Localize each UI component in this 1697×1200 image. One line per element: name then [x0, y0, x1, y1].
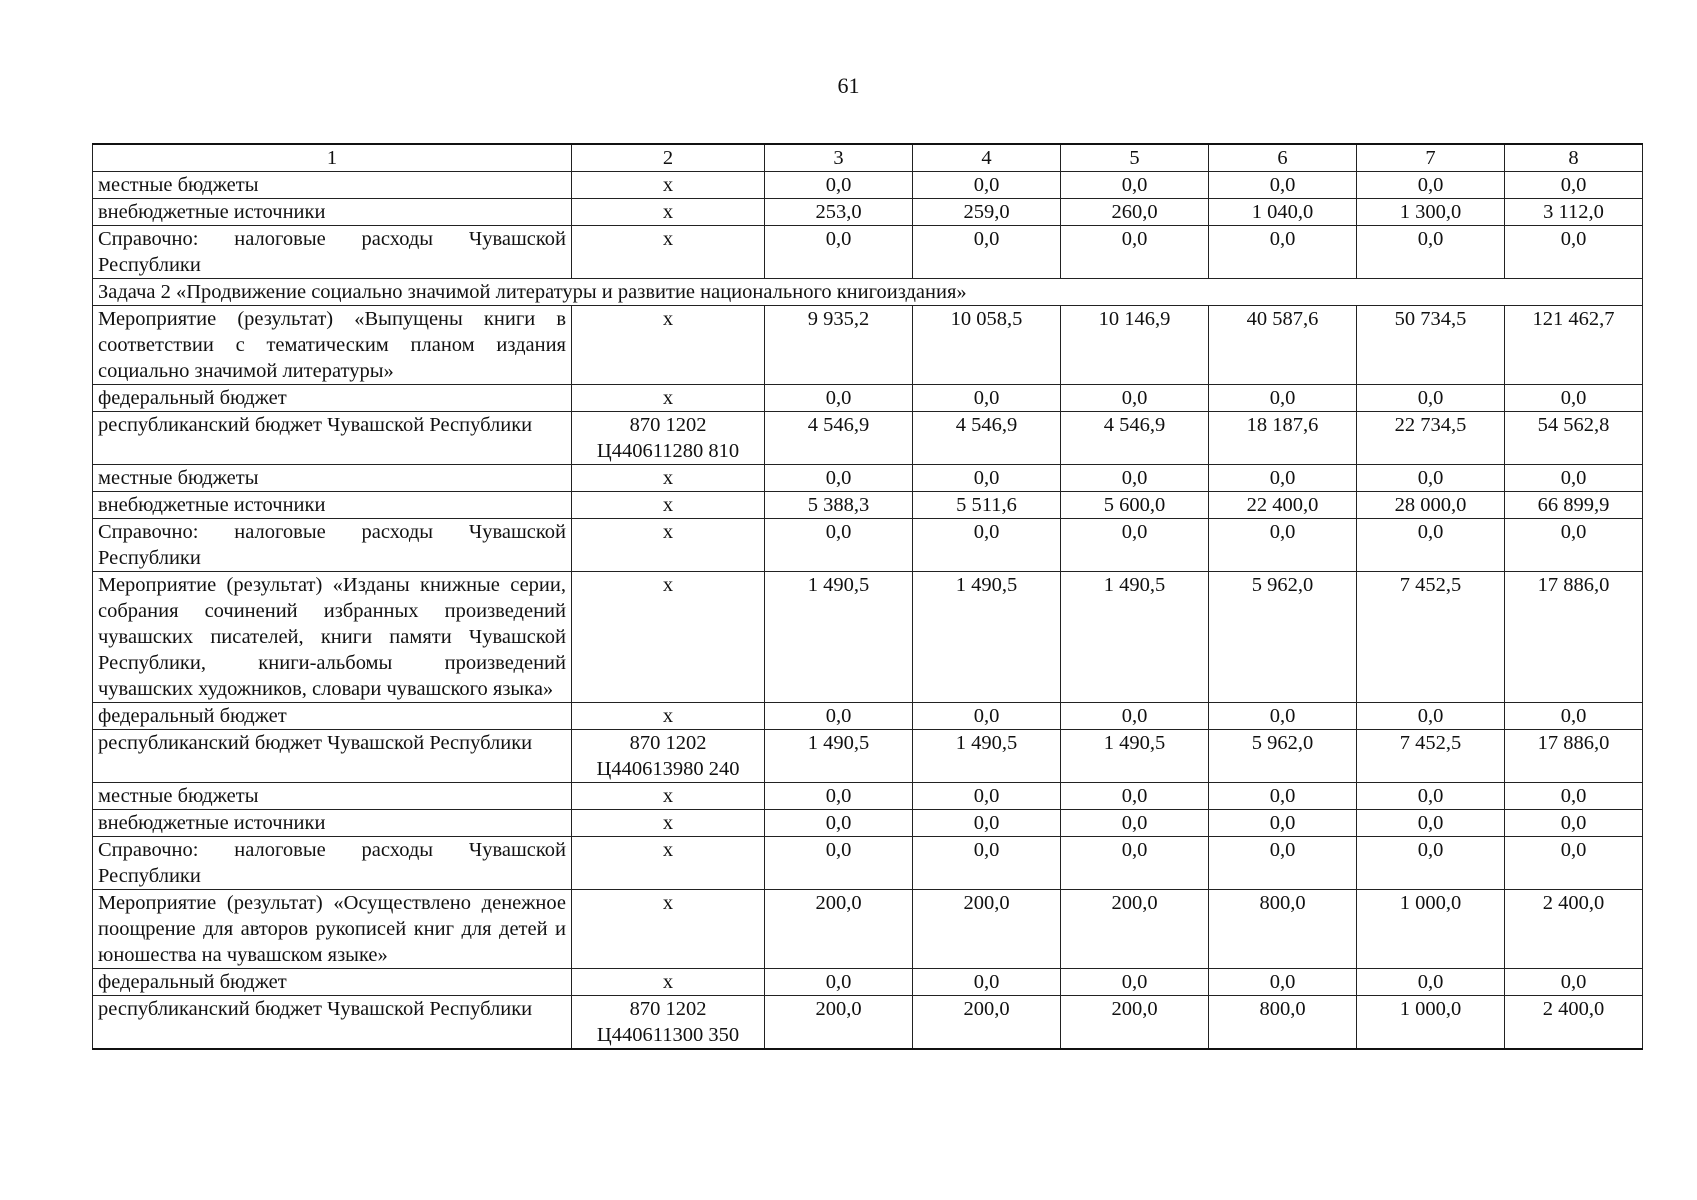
amount-cell: 200,0 — [765, 890, 913, 969]
amount-cell: 259,0 — [913, 199, 1061, 226]
amount-cell: 0,0 — [913, 519, 1061, 572]
amount-cell: 4 546,9 — [913, 412, 1061, 465]
amount-cell: 0,0 — [1357, 969, 1505, 996]
amount-cell: 1 490,5 — [913, 572, 1061, 703]
amount-cell: 0,0 — [1209, 385, 1357, 412]
row-label: республиканский бюджет Чувашской Республики — [93, 412, 572, 465]
budget-code: х — [572, 172, 765, 199]
amount-cell: 0,0 — [913, 969, 1061, 996]
row-label: республиканский бюджет Чувашской Республики — [93, 996, 572, 1050]
budget-code: х — [572, 519, 765, 572]
amount-cell: 0,0 — [913, 703, 1061, 730]
amount-cell: 0,0 — [1061, 969, 1209, 996]
row-label: Справочно: налоговые расходы Чувашской Республики — [93, 837, 572, 890]
table-row — [93, 385, 1643, 412]
table-body — [93, 144, 1643, 1049]
amount-cell: 1 490,5 — [1061, 730, 1209, 783]
row-label: Мероприятие (результат) «Изданы книжные серии, собрания сочинений избранных произведений чувашских писателей, книги памяти Чувашской Республики, книги-альбомы произведений чувашских художников, словари чувашского языка» — [93, 572, 572, 703]
amount-cell: 9 935,2 — [765, 306, 913, 385]
amount-cell: 66 899,9 — [1505, 492, 1643, 519]
amount-cell: 0,0 — [913, 465, 1061, 492]
amount-cell: 121 462,7 — [1505, 306, 1643, 385]
amount-cell: 1 490,5 — [765, 730, 913, 783]
amount-cell: 17 886,0 — [1505, 730, 1643, 783]
header-cell: 8 — [1505, 144, 1643, 172]
amount-cell: 0,0 — [913, 385, 1061, 412]
table-row — [93, 172, 1643, 199]
row-label: Справочно: налоговые расходы Чувашской Республики — [93, 519, 572, 572]
row-label: Мероприятие (результат) «Выпущены книги в соответствии с тематическим планом издания социально значимой литературы» — [93, 306, 572, 385]
amount-cell: 0,0 — [913, 810, 1061, 837]
row-label: Справочно: налоговые расходы Чувашской Республики — [93, 226, 572, 279]
amount-cell: 0,0 — [1209, 226, 1357, 279]
amount-cell: 200,0 — [765, 996, 913, 1050]
amount-cell: 0,0 — [1505, 703, 1643, 730]
amount-cell: 28 000,0 — [1357, 492, 1505, 519]
amount-cell: 0,0 — [1505, 810, 1643, 837]
task-row — [93, 279, 1643, 306]
budget-code: х — [572, 810, 765, 837]
amount-cell: 5 600,0 — [1061, 492, 1209, 519]
amount-cell: 0,0 — [1061, 519, 1209, 572]
amount-cell: 7 452,5 — [1357, 572, 1505, 703]
amount-cell: 0,0 — [1061, 837, 1209, 890]
amount-cell: 0,0 — [1357, 519, 1505, 572]
amount-cell: 0,0 — [1209, 837, 1357, 890]
amount-cell: 800,0 — [1209, 996, 1357, 1050]
amount-cell: 1 490,5 — [913, 730, 1061, 783]
amount-cell: 0,0 — [765, 385, 913, 412]
row-label: внебюджетные источники — [93, 492, 572, 519]
amount-cell: 0,0 — [1209, 783, 1357, 810]
amount-cell: 1 040,0 — [1209, 199, 1357, 226]
row-label: местные бюджеты — [93, 172, 572, 199]
amount-cell: 0,0 — [765, 837, 913, 890]
amount-cell: 0,0 — [1505, 226, 1643, 279]
amount-cell: 0,0 — [765, 810, 913, 837]
amount-cell: 200,0 — [1061, 890, 1209, 969]
header-cell: 2 — [572, 144, 765, 172]
budget-table — [92, 143, 1643, 1050]
amount-cell: 0,0 — [1061, 810, 1209, 837]
budget-code: 870 1202 Ц440611280 810 — [572, 412, 765, 465]
amount-cell: 0,0 — [1505, 465, 1643, 492]
amount-cell: 0,0 — [1505, 385, 1643, 412]
table-row — [93, 306, 1643, 385]
amount-cell: 50 734,5 — [1357, 306, 1505, 385]
amount-cell: 0,0 — [1505, 519, 1643, 572]
row-label: внебюджетные источники — [93, 810, 572, 837]
amount-cell: 0,0 — [1357, 783, 1505, 810]
budget-code: х — [572, 703, 765, 730]
amount-cell: 0,0 — [1505, 837, 1643, 890]
amount-cell: 0,0 — [1357, 172, 1505, 199]
budget-code: х — [572, 572, 765, 703]
amount-cell: 0,0 — [913, 172, 1061, 199]
row-label: местные бюджеты — [93, 783, 572, 810]
amount-cell: 0,0 — [765, 519, 913, 572]
amount-cell: 0,0 — [765, 969, 913, 996]
row-label: федеральный бюджет — [93, 703, 572, 730]
amount-cell: 1 000,0 — [1357, 996, 1505, 1050]
amount-cell: 0,0 — [765, 703, 913, 730]
table-row — [93, 837, 1643, 890]
amount-cell: 0,0 — [1209, 519, 1357, 572]
amount-cell: 4 546,9 — [1061, 412, 1209, 465]
amount-cell: 2 400,0 — [1505, 890, 1643, 969]
amount-cell: 0,0 — [1061, 465, 1209, 492]
amount-cell: 0,0 — [1357, 226, 1505, 279]
row-label: внебюджетные источники — [93, 199, 572, 226]
amount-cell: 2 400,0 — [1505, 996, 1643, 1050]
page-number: 61 — [837, 73, 860, 98]
table-row — [93, 492, 1643, 519]
budget-code: х — [572, 385, 765, 412]
table-row — [93, 572, 1643, 703]
budget-code: х — [572, 969, 765, 996]
amount-cell: 40 587,6 — [1209, 306, 1357, 385]
table-row — [93, 226, 1643, 279]
budget-code: х — [572, 890, 765, 969]
amount-cell: 10 146,9 — [1061, 306, 1209, 385]
budget-code: 870 1202 Ц440613980 240 — [572, 730, 765, 783]
budget-code: х — [572, 783, 765, 810]
table-row — [93, 969, 1643, 996]
budget-code: х — [572, 306, 765, 385]
amount-cell: 0,0 — [1209, 810, 1357, 837]
table-row — [93, 996, 1643, 1050]
table-row — [93, 810, 1643, 837]
amount-cell: 0,0 — [913, 837, 1061, 890]
budget-code: х — [572, 465, 765, 492]
amount-cell: 0,0 — [1357, 837, 1505, 890]
amount-cell: 0,0 — [1061, 172, 1209, 199]
amount-cell: 0,0 — [1357, 465, 1505, 492]
table-row — [93, 730, 1643, 783]
amount-cell: 800,0 — [1209, 890, 1357, 969]
amount-cell: 18 187,6 — [1209, 412, 1357, 465]
row-label: федеральный бюджет — [93, 385, 572, 412]
amount-cell: 0,0 — [765, 465, 913, 492]
amount-cell: 0,0 — [1209, 703, 1357, 730]
table-row — [93, 890, 1643, 969]
amount-cell: 5 511,6 — [913, 492, 1061, 519]
amount-cell: 200,0 — [913, 890, 1061, 969]
table-row — [93, 783, 1643, 810]
header-cell: 3 — [765, 144, 913, 172]
amount-cell: 5 388,3 — [765, 492, 913, 519]
budget-code: 870 1202 Ц440611300 350 — [572, 996, 765, 1050]
amount-cell: 4 546,9 — [765, 412, 913, 465]
amount-cell: 0,0 — [1505, 783, 1643, 810]
amount-cell: 0,0 — [1209, 969, 1357, 996]
amount-cell: 17 886,0 — [1505, 572, 1643, 703]
header-cell: 1 — [93, 144, 572, 172]
amount-cell: 0,0 — [1209, 465, 1357, 492]
table-row — [93, 519, 1643, 572]
amount-cell: 10 058,5 — [913, 306, 1061, 385]
amount-cell: 3 112,0 — [1505, 199, 1643, 226]
amount-cell: 1 300,0 — [1357, 199, 1505, 226]
table-row — [93, 199, 1643, 226]
amount-cell: 5 962,0 — [1209, 572, 1357, 703]
amount-cell: 0,0 — [1061, 703, 1209, 730]
amount-cell: 0,0 — [913, 226, 1061, 279]
amount-cell: 1 490,5 — [1061, 572, 1209, 703]
table-row — [93, 703, 1643, 730]
amount-cell: 0,0 — [1505, 172, 1643, 199]
header-cell: 6 — [1209, 144, 1357, 172]
amount-cell: 0,0 — [1357, 810, 1505, 837]
amount-cell: 0,0 — [1061, 226, 1209, 279]
budget-code: х — [572, 199, 765, 226]
row-label: республиканский бюджет Чувашской Республики — [93, 730, 572, 783]
amount-cell: 0,0 — [1357, 703, 1505, 730]
amount-cell: 54 562,8 — [1505, 412, 1643, 465]
amount-cell: 0,0 — [1505, 969, 1643, 996]
amount-cell: 1 490,5 — [765, 572, 913, 703]
budget-code: х — [572, 837, 765, 890]
amount-cell: 5 962,0 — [1209, 730, 1357, 783]
header-row — [93, 144, 1643, 172]
row-label: местные бюджеты — [93, 465, 572, 492]
amount-cell: 22 400,0 — [1209, 492, 1357, 519]
amount-cell: 7 452,5 — [1357, 730, 1505, 783]
amount-cell: 200,0 — [1061, 996, 1209, 1050]
amount-cell: 1 000,0 — [1357, 890, 1505, 969]
amount-cell: 0,0 — [1061, 385, 1209, 412]
amount-cell: 0,0 — [765, 226, 913, 279]
table-row — [93, 465, 1643, 492]
task-title: Задача 2 «Продвижение социально значимой литературы и развитие национального книгоиздания» — [93, 279, 1643, 306]
row-label: Мероприятие (результат) «Осуществлено денежное поощрение для авторов рукописей книг для детей и юношества на чувашском языке» — [93, 890, 572, 969]
budget-code: х — [572, 492, 765, 519]
header-cell: 5 — [1061, 144, 1209, 172]
amount-cell: 200,0 — [913, 996, 1061, 1050]
amount-cell: 253,0 — [765, 199, 913, 226]
header-cell: 7 — [1357, 144, 1505, 172]
budget-code: х — [572, 226, 765, 279]
amount-cell: 0,0 — [1061, 783, 1209, 810]
amount-cell: 0,0 — [765, 172, 913, 199]
amount-cell: 22 734,5 — [1357, 412, 1505, 465]
header-cell: 4 — [913, 144, 1061, 172]
table-row — [93, 412, 1643, 465]
row-label: федеральный бюджет — [93, 969, 572, 996]
amount-cell: 0,0 — [765, 783, 913, 810]
amount-cell: 0,0 — [913, 783, 1061, 810]
amount-cell: 260,0 — [1061, 199, 1209, 226]
amount-cell: 0,0 — [1357, 385, 1505, 412]
amount-cell: 0,0 — [1209, 172, 1357, 199]
